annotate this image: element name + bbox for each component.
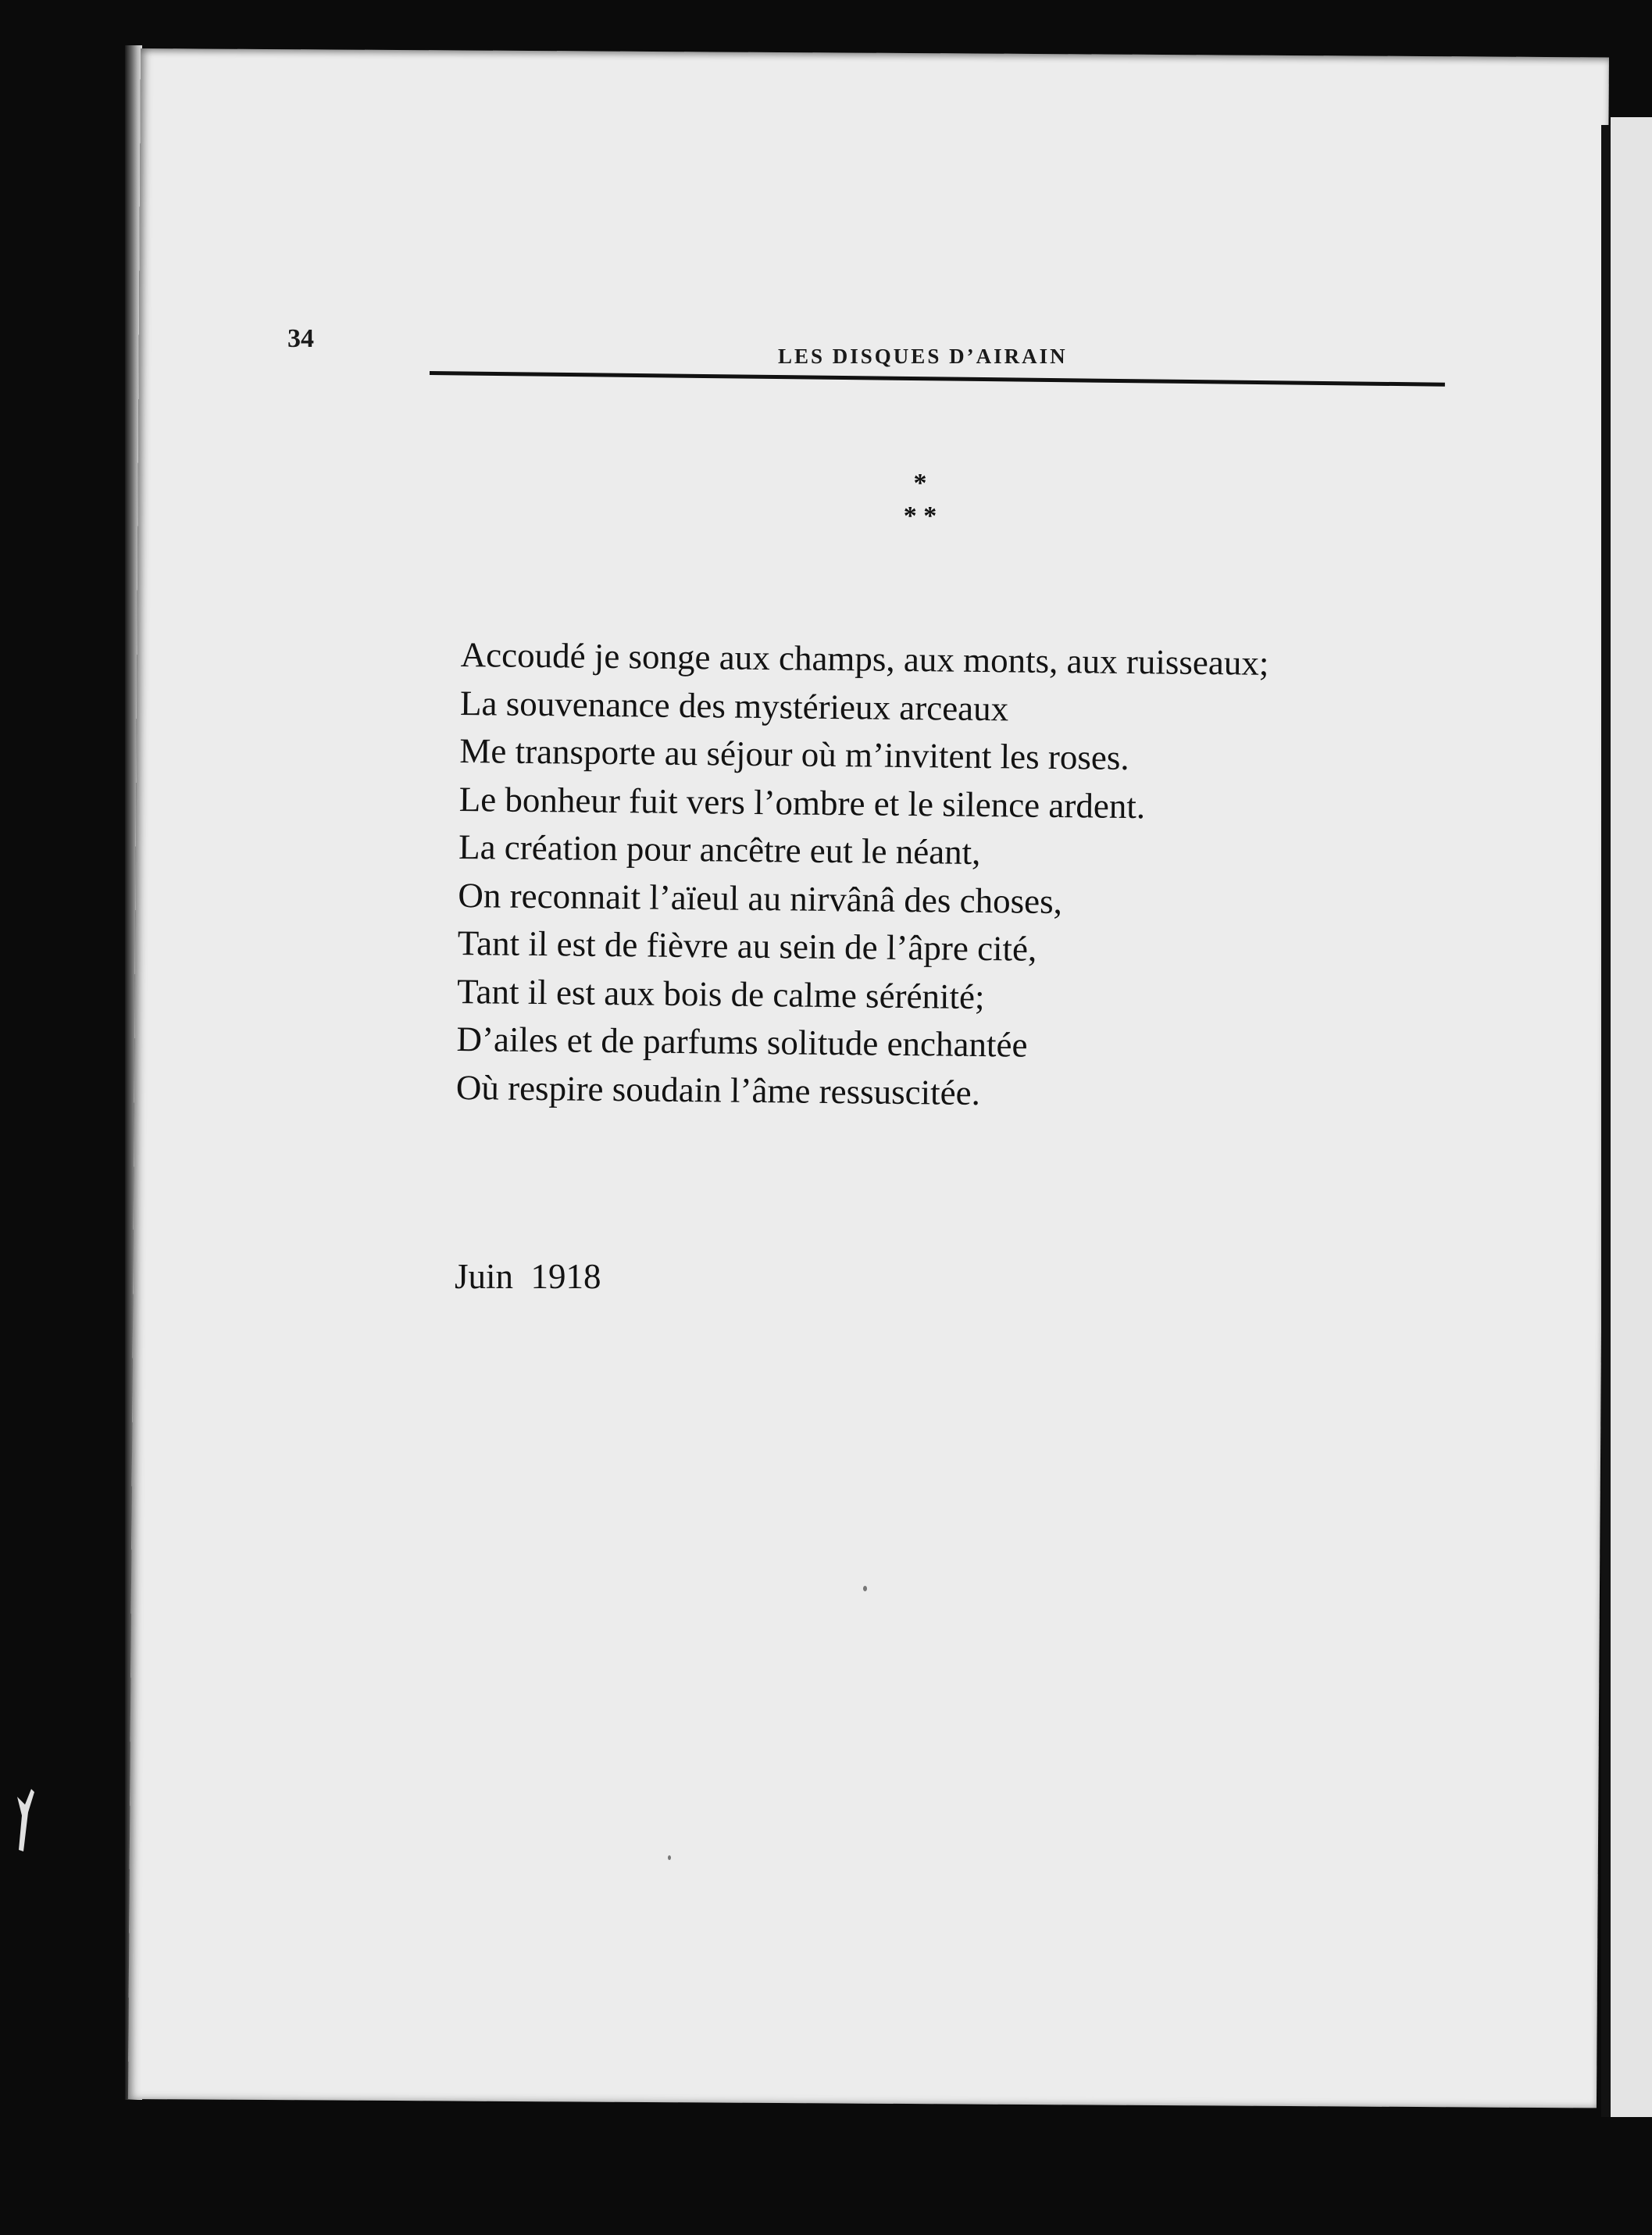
dust-speck [668, 1855, 671, 1860]
poem-line: On reconnait l’aïeul au nirvânâ des choses, [458, 875, 1063, 921]
facing-page-edge [1611, 117, 1652, 2117]
poem-line: Le bonheur fuit vers l’ombre et le silence ardent. [458, 779, 1146, 826]
asterism-bottom: * * [903, 502, 937, 530]
poem-line: D’ailes et de parfums solitude enchantée [456, 1019, 1028, 1065]
poem-stanza [456, 631, 1554, 1123]
poem-line: La souvenance des mystérieux arceaux [459, 683, 1009, 728]
book-title: LES DISQUES D’AIRAIN [778, 345, 1068, 368]
running-head [287, 279, 1443, 368]
page-number: 34 [287, 324, 314, 353]
poem-line: Où respire soudain l’âme ressuscitée. [455, 1067, 981, 1112]
poem-dateline: Juin 1918 [455, 1257, 601, 1296]
poem-line: Accoudé je songe aux champs, aux monts, aux ruisseaux; [460, 634, 1269, 683]
poem-line: Tant il est aux bois de calme sérénité; [456, 971, 985, 1016]
poem-line: Me transporte au séjour où m’invitent les roses. [459, 730, 1129, 777]
poem-line: La création pour ancêtre eut le néant, [458, 827, 981, 872]
asterism-ornament [889, 467, 951, 537]
dust-speck [863, 1586, 867, 1591]
poem-line: Tant il est de fièvre au sein de l’âpre cité, [457, 923, 1037, 969]
scan-artifact-mark [14, 1781, 37, 1853]
asterism-top: * [913, 469, 927, 498]
